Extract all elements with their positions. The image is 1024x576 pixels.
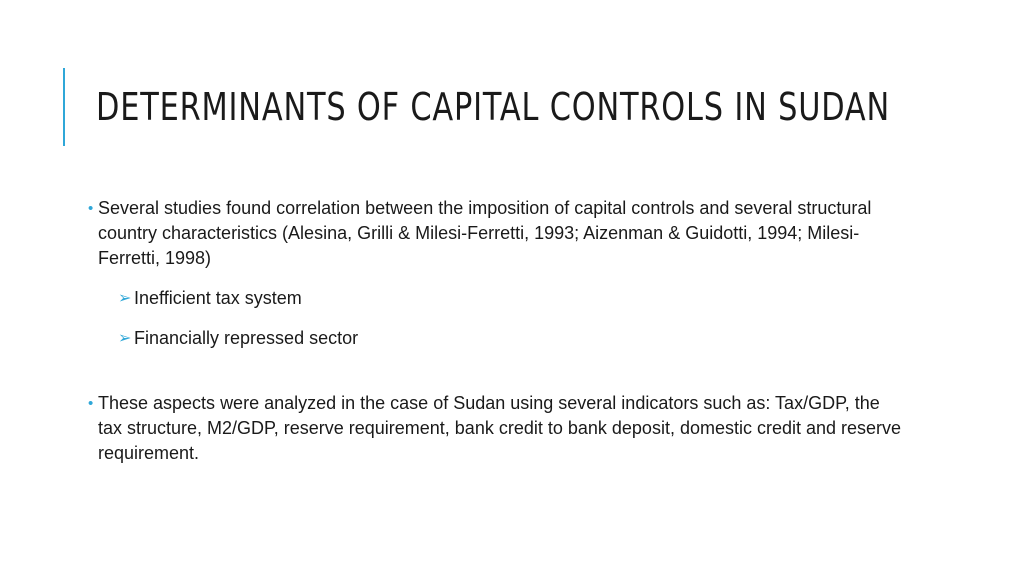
slide-content xyxy=(86,196,906,466)
sub-bullet-item-1 xyxy=(86,286,906,311)
bullet-item-2 xyxy=(86,391,906,466)
bullet-text-1: Several studies found correlation between the imposition of capital controls and several structural country characteristics (Alesina, Grilli & Milesi-Ferretti, 1993; Aizenman & Guidotti, 1994; Milesi-Ferretti, 1998) xyxy=(98,198,872,268)
bullet-text-2: These aspects were analyzed in the case of Sudan using several indicators such as: Tax/GDP, the tax structure, M2/GDP, reserve requirement, bank credit to bank deposit, domestic credit and reserve requirement. xyxy=(98,393,902,463)
arrow-bullet-icon: ➢ xyxy=(118,330,132,347)
sub-bullet-text-2: Financially repressed sector xyxy=(134,328,359,348)
title-accent-line xyxy=(63,68,65,146)
bullet-dot-icon: • xyxy=(88,395,94,412)
bullet-dot-icon: • xyxy=(88,200,94,217)
sub-bullet-item-2 xyxy=(86,326,906,351)
bullet-item-1 xyxy=(86,196,906,271)
arrow-bullet-icon: ➢ xyxy=(118,290,132,307)
slide-title: DETERMINANTS OF CAPITAL CONTROLS IN SUDAN xyxy=(96,85,891,129)
sub-bullet-text-1: Inefficient tax system xyxy=(134,288,302,308)
